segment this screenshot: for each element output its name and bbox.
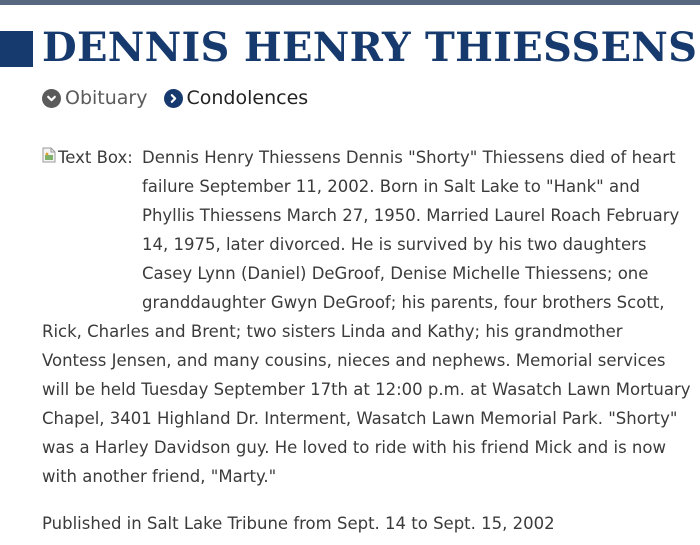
page-title: DENNIS HENRY THIESSENS [42,24,698,71]
obituary-tabs [42,85,308,111]
broken-image-icon [42,147,56,163]
published-note: Published in Salt Lake Tribune from Sept. 14 to Sept. 15, 2002 [42,514,555,533]
tab-obituary[interactable] [42,87,148,109]
title-accent-block [0,31,33,67]
chevron-right-icon [164,89,183,108]
obituary-text: Dennis Henry Thiessens Dennis "Shorty" Thiessens died of heart failure September 11, 2002. Born in Salt Lake to "Hank" and Phyllis Thiessens March 27, 1950. Married Laurel Roach February 14, 1975, later divorced. He is survived by his two daughters Casey Lynn (Daniel) DeGroof, Denise Michelle Thiessens; one granddaughter Gwyn DeGroof; his parents, four brothers Scott, Rick, Charles and Brent; two sisters Linda and Kathy; his grandmother Vontess Jensen, and many cousins, nieces and nephews. Memorial services will be held Tuesday September 17th at 12:00 p.m. at Wasatch Lawn Mortuary Chapel, 3401 Highland Dr. Interment, Wasatch Lawn Memorial Park. "Shorty" was a Harley Davidson guy. He loved to ride with his friend Mick and is now with another friend, "Marty." [42,148,691,486]
image-alt-text: Text Box: [58,148,133,167]
top-bar [0,0,700,5]
obituary-image [42,143,142,315]
obituary-body [42,143,692,491]
tab-condolences-label: Condolences [186,87,309,109]
tab-condolences[interactable] [164,87,309,109]
chevron-down-icon [42,89,61,108]
tab-obituary-label: Obituary [65,87,148,109]
